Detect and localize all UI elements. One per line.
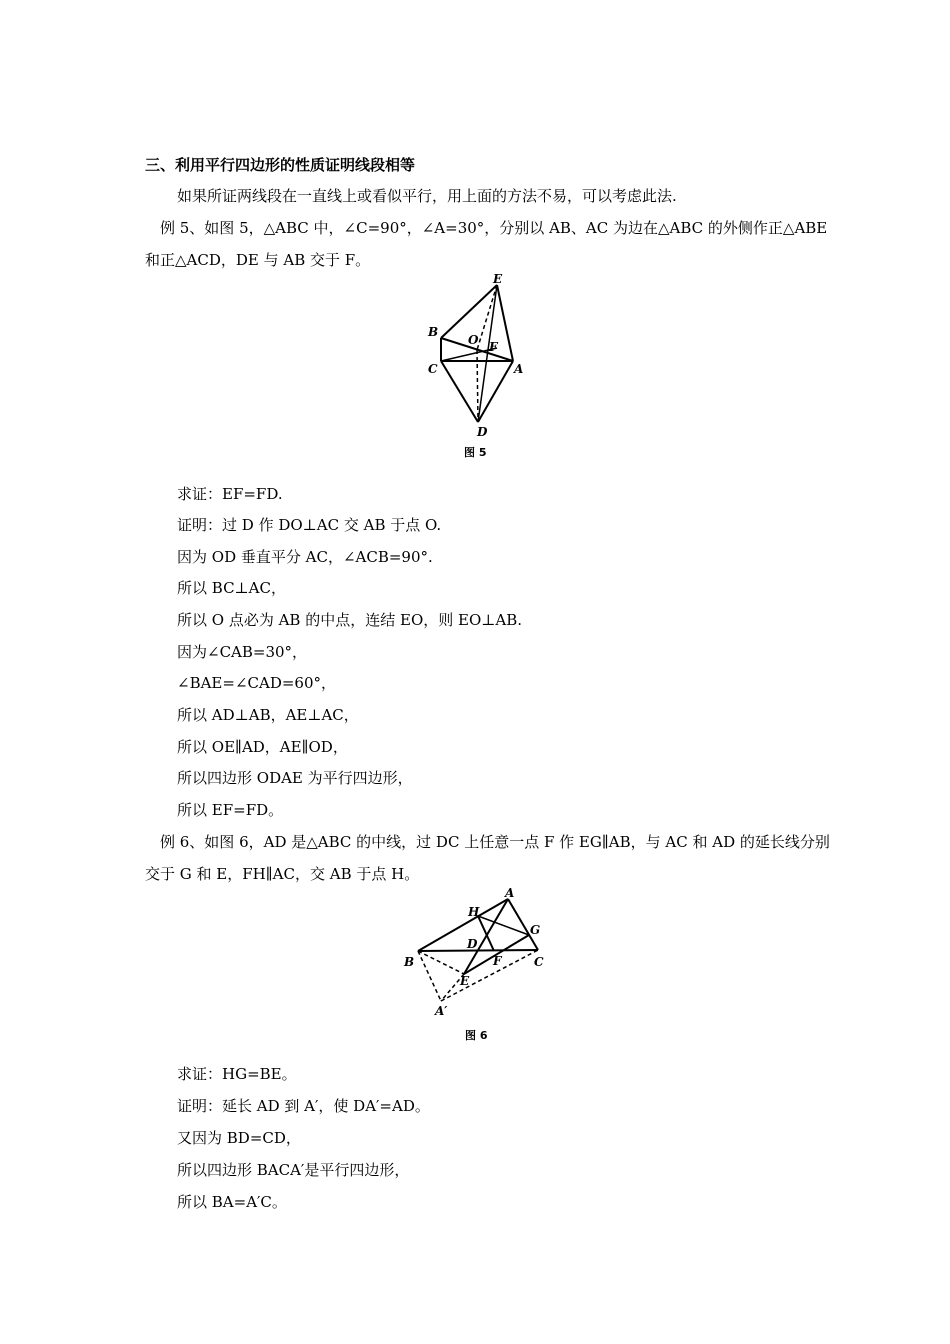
figure-6-caption: 图 6 [465, 1029, 488, 1042]
edge-OD-dashed [477, 350, 478, 422]
label-B: B [428, 325, 439, 339]
label-H: H [468, 905, 480, 919]
ex5-proof-line-3: 因为 OD 垂直平分 AC，∠ACB=90°. [177, 548, 433, 566]
example5-statement-line1: 例 5、如图 5，△ABC 中，∠C=90°，∠A=30°，分别以 AB、AC 为边在△ABC 的外侧作正△ABE [160, 219, 828, 237]
ex5-proof-line-8: 所以 AD⊥AB，AE⊥AC， [177, 706, 359, 724]
figure-5-diagram [420, 270, 540, 470]
label-D: D [477, 425, 488, 439]
ex6-proof-line-5: 所以 BA=A′C。 [177, 1193, 287, 1211]
ex5-proof-line-2: 证明：过 D 作 DO⊥AC 交 AB 于点 O. [177, 516, 442, 534]
label-C: C [534, 955, 544, 969]
ex6-proof-line-2: 证明：延长 AD 到 A′，使 DA′=AD。 [177, 1097, 430, 1115]
ex6-proof-line-4: 所以四边形 BACA′是平行四边形， [177, 1161, 410, 1179]
figure-6-diagram [398, 882, 558, 1047]
edge-EB [441, 285, 497, 338]
figure-5 [420, 270, 540, 470]
ex6-proof-line-3: 又因为 BD=CD， [177, 1129, 301, 1147]
section-heading: 三、利用平行四边形的性质证明线段相等 [145, 156, 416, 174]
edge-BAprime-dashed [418, 951, 441, 1001]
label-B: B [404, 955, 415, 969]
figure-6 [398, 882, 558, 1047]
edge-EA [497, 285, 513, 361]
ex5-proof-line-4: 所以 BC⊥AC， [177, 579, 286, 597]
example6-statement-line1: 例 6、如图 6，AD 是△ABC 的中线，过 DC 上任意一点 F 作 EG∥AB，与 AC 和 AD 的延长线分别 [160, 833, 830, 851]
label-E: E [493, 272, 503, 286]
label-F: F [493, 954, 502, 968]
figure-5-caption: 图 5 [464, 446, 487, 459]
label-D: D [467, 937, 478, 951]
ex5-proof-line-7: ∠BAE=∠CAD=60°， [177, 674, 337, 692]
edge-CD [441, 361, 478, 422]
ex5-proof-line-11: 所以 EF=FD。 [177, 801, 284, 819]
ex5-proof-line-6: 因为∠CAB=30°， [177, 643, 308, 661]
example6-statement-line2: 交于 G 和 E，FH∥AC，交 AB 于点 H。 [145, 865, 420, 883]
label-A: A [514, 362, 524, 376]
label-O: O [468, 333, 479, 347]
ex6-proof-line-1: 求证：HG=BE。 [177, 1065, 297, 1083]
ex5-proof-line-1: 求证：EF=FD. [177, 485, 283, 503]
edge-AD [478, 361, 513, 422]
example5-statement-line2: 和正△ACD，DE 与 AB 交于 F。 [145, 251, 371, 269]
edge-BA [418, 899, 508, 951]
ex5-proof-line-5: 所以 O 点必为 AB 的中点，连结 EO，则 EO⊥AB. [177, 611, 522, 629]
ex5-proof-line-10: 所以四边形 ODAE 为平行四边形， [177, 769, 413, 787]
label-F: F [489, 340, 498, 354]
label-C: C [428, 362, 438, 376]
label-A: A [505, 886, 515, 900]
ex5-proof-line-9: 所以 OE∥AD，AE∥OD， [177, 738, 348, 756]
edge-BE-dashed [418, 951, 464, 974]
label-A-prime: A′ [435, 1004, 448, 1018]
label-G: G [530, 923, 541, 937]
section-intro: 如果所证两线段在一直线上或看似平行，用上面的方法不易，可以考虑此法. [177, 187, 677, 205]
label-E: E [460, 974, 470, 988]
